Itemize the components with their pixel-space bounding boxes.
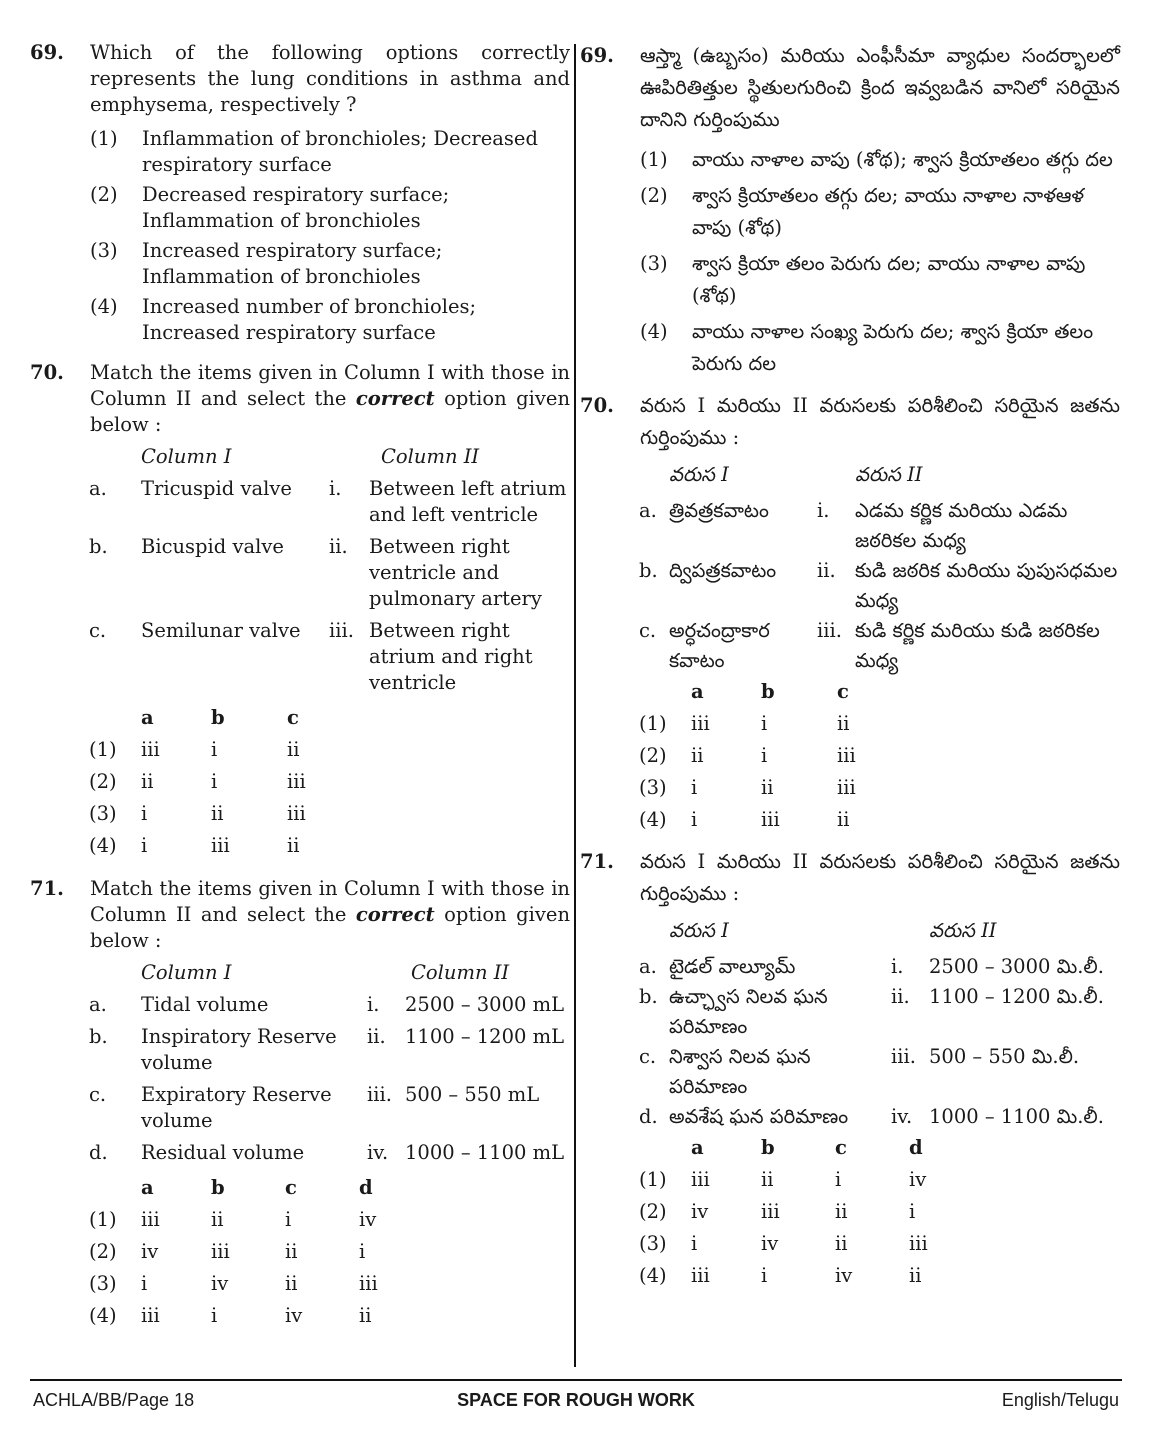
table-cell: c. bbox=[639, 619, 657, 642]
table-cell: (4) bbox=[89, 834, 117, 857]
table-cell: Residual volume bbox=[141, 1141, 305, 1164]
table-cell: b. bbox=[89, 1025, 108, 1048]
table-cell: ii bbox=[287, 738, 300, 761]
match-row bbox=[639, 556, 1119, 616]
table-cell: iv bbox=[909, 1168, 927, 1191]
table-cell: c. bbox=[89, 619, 107, 642]
column-i-header: వరుస I bbox=[669, 463, 729, 486]
table-cell: (2) bbox=[640, 184, 668, 207]
table-cell: ii bbox=[285, 1272, 298, 1295]
table-cell: iii bbox=[211, 834, 230, 857]
answer-table bbox=[639, 1132, 969, 1292]
table-header-cell: c bbox=[285, 1176, 297, 1199]
column-ii-header: Column II bbox=[411, 961, 510, 984]
table-header-cell: b bbox=[761, 1136, 775, 1159]
table-cell: i bbox=[691, 1232, 698, 1255]
table-cell: i bbox=[909, 1200, 916, 1223]
column-ii-header: వరుస II bbox=[855, 463, 923, 486]
table-cell: i bbox=[211, 738, 218, 761]
question-71-te bbox=[580, 846, 1120, 1292]
table-cell: i. bbox=[367, 993, 380, 1016]
answer-option-1 bbox=[89, 734, 357, 766]
table-cell: i bbox=[835, 1168, 842, 1191]
question-text bbox=[90, 876, 570, 954]
table-cell: iii bbox=[141, 1304, 160, 1327]
table-cell: Match the items given in Column I with those in Column II and select the bbox=[90, 361, 570, 410]
table-cell: iii. bbox=[329, 619, 354, 642]
table-cell: (2) bbox=[639, 744, 667, 767]
question-69-en bbox=[30, 40, 570, 346]
match-row bbox=[89, 992, 569, 1024]
option-text: వాయు నాళాల వాపు (శోథ); శ్వాస క్రియాతలం తగ్గు దల bbox=[692, 148, 1113, 171]
table-cell: iii bbox=[761, 1200, 780, 1223]
option-1 bbox=[640, 144, 1120, 176]
table-cell: (1) bbox=[639, 712, 667, 735]
table-cell: (1) bbox=[89, 738, 117, 761]
answer-option-2 bbox=[639, 740, 907, 772]
match-row bbox=[639, 616, 1119, 676]
table-cell: b. bbox=[639, 985, 658, 1008]
question-text bbox=[90, 360, 570, 438]
match-row bbox=[639, 1042, 1119, 1102]
table-header-cell: b bbox=[211, 1176, 225, 1199]
table-cell: i bbox=[761, 744, 768, 767]
table-cell: iii bbox=[211, 1240, 230, 1263]
table-cell: iii. bbox=[367, 1083, 392, 1106]
table-cell: 1000 – 1100 మి.లీ. bbox=[929, 1105, 1104, 1128]
answer-option-3 bbox=[639, 1228, 969, 1260]
option-text: Increased respiratory surface; Inflammation of bronchioles bbox=[142, 239, 443, 288]
table-cell: 1100 – 1200 mL bbox=[405, 1025, 565, 1048]
match-row bbox=[639, 496, 1119, 556]
table-cell: ii bbox=[909, 1264, 922, 1287]
table-cell: Match the items given in Column I with those in Column II and select the bbox=[90, 877, 570, 926]
table-cell: ఎడమ కర్ణిక మరియు ఎడమ జఠరికల మధ్య bbox=[855, 499, 1068, 552]
match-row bbox=[89, 1082, 569, 1140]
table-cell: (3) bbox=[639, 1232, 667, 1255]
table-cell: త్రివత్రకవాటం bbox=[669, 499, 769, 522]
question-number: 71. bbox=[580, 850, 614, 873]
option-text: Decreased respiratory surface; Inflammation of bronchioles bbox=[142, 183, 450, 232]
table-cell: iv bbox=[359, 1208, 377, 1231]
table-cell: ii. bbox=[329, 535, 348, 558]
table-cell: ii bbox=[359, 1304, 372, 1327]
table-cell: iv bbox=[141, 1240, 159, 1263]
answer-option-1 bbox=[639, 708, 907, 740]
table-cell: 1100 – 1200 మి.లీ. bbox=[929, 985, 1104, 1008]
table-cell: iii bbox=[761, 808, 780, 831]
table-cell: (3) bbox=[639, 776, 667, 799]
table-cell: Semilunar valve bbox=[141, 619, 301, 642]
table-cell: i bbox=[691, 808, 698, 831]
table-cell: iii bbox=[287, 770, 306, 793]
table-header-cell: c bbox=[287, 706, 299, 729]
option-4 bbox=[90, 294, 570, 346]
option-text: Inflammation of bronchioles; Decreased respiratory surface bbox=[142, 127, 538, 176]
table-cell: i. bbox=[817, 499, 830, 522]
match-row bbox=[89, 618, 569, 702]
answer-option-4 bbox=[639, 1260, 969, 1292]
table-cell: (3) bbox=[640, 252, 668, 275]
table-cell: (4) bbox=[639, 808, 667, 831]
table-header-cell: a bbox=[141, 1176, 154, 1199]
answer-option-3 bbox=[89, 798, 357, 830]
table-cell: i bbox=[285, 1208, 292, 1231]
table-cell: 500 – 550 మి.లీ. bbox=[929, 1045, 1080, 1068]
match-table bbox=[89, 444, 569, 702]
match-table bbox=[639, 916, 1119, 1132]
table-header-cell: d bbox=[359, 1176, 373, 1199]
table-cell: option given below : bbox=[90, 903, 570, 952]
question-text: వరుస I మరియు II వరుసలకు పరిశీలించి సరియైన జతను గుర్తింపుము : bbox=[640, 394, 1120, 449]
answer-option-3 bbox=[639, 772, 907, 804]
answer-option-2 bbox=[639, 1196, 969, 1228]
option-1 bbox=[90, 126, 570, 178]
question-number: 71. bbox=[30, 877, 64, 900]
option-number: (2) bbox=[90, 183, 118, 206]
table-cell: (4) bbox=[89, 1304, 117, 1327]
table-cell: iii bbox=[287, 802, 306, 825]
question-text: ఆస్త్మా (ఉబ్బసం) మరియు ఎంఫీసీమా వ్యాధుల సందర్భాలలో ఊపిరితిత్తుల స్థితులగురించి క్రింద ఇవ్వబడిన వానిలో సరియైన దానిని గుర్తింపుము bbox=[640, 44, 1120, 131]
answer-table bbox=[89, 702, 357, 862]
table-cell: i. bbox=[329, 477, 342, 500]
table-cell: iii bbox=[141, 1208, 160, 1231]
match-table bbox=[639, 460, 1119, 676]
answer-table bbox=[89, 1172, 419, 1332]
table-header-cell: b bbox=[761, 680, 775, 703]
table-cell: iii bbox=[691, 1168, 710, 1191]
column-ii-header: వరుస II bbox=[929, 919, 997, 942]
question-69-te bbox=[580, 40, 1120, 380]
table-cell: iv. bbox=[367, 1141, 389, 1164]
table-cell: i bbox=[211, 1304, 218, 1327]
table-cell: i bbox=[141, 834, 148, 857]
table-cell: c. bbox=[639, 1045, 657, 1068]
table-cell: d. bbox=[89, 1141, 108, 1164]
answer-option-4 bbox=[89, 830, 357, 862]
table-cell: టైడల్ వాల్యూమ్ bbox=[669, 955, 796, 978]
question-71-en bbox=[30, 876, 570, 1332]
table-cell: a. bbox=[89, 993, 107, 1016]
table-cell: iii bbox=[837, 776, 856, 799]
table-cell: 2500 – 3000 mL bbox=[405, 993, 565, 1016]
table-cell: Between right atrium and right ventricle bbox=[369, 619, 533, 694]
table-header-cell: a bbox=[141, 706, 154, 729]
column-divider bbox=[574, 44, 576, 1367]
table-header-cell: c bbox=[837, 680, 849, 703]
column-ii-header: Column II bbox=[381, 445, 480, 468]
table-cell: iii bbox=[691, 1264, 710, 1287]
option-2 bbox=[90, 182, 570, 234]
option-text: శ్వాస క్రియాతలం తగ్గు దల; వాయు నాళాల నాళఆళ వాపు (శోథ) bbox=[692, 184, 1085, 239]
match-table bbox=[89, 960, 569, 1172]
table-cell: (4) bbox=[639, 1264, 667, 1287]
option-number: (3) bbox=[90, 239, 118, 262]
english-column bbox=[30, 40, 570, 1344]
table-cell: ii bbox=[761, 776, 774, 799]
table-cell: Inspiratory Reserve volume bbox=[141, 1025, 337, 1074]
table-cell: Between right ventricle and pulmonary artery bbox=[369, 535, 542, 610]
table-cell: (2) bbox=[89, 770, 117, 793]
option-text: శ్వాస క్రియా తలం పెరుగు దల; వాయు నాళాల వాపు (శోథ) bbox=[692, 252, 1086, 307]
table-header-cell: c bbox=[835, 1136, 847, 1159]
footer-language: English/Telugu bbox=[1001, 1390, 1119, 1410]
table-cell: ii bbox=[837, 808, 850, 831]
answer-option-2 bbox=[89, 766, 357, 798]
answer-option-3 bbox=[89, 1268, 419, 1300]
table-header-cell: a bbox=[691, 1136, 704, 1159]
table-cell: ii bbox=[141, 770, 154, 793]
table-cell: అర్ధచంద్రాకార కవాటం bbox=[669, 619, 770, 672]
question-70-en bbox=[30, 360, 570, 862]
table-cell: iv bbox=[211, 1272, 229, 1295]
question-number: 69. bbox=[580, 44, 614, 67]
option-number: (4) bbox=[90, 295, 118, 318]
table-cell: iii bbox=[837, 744, 856, 767]
option-2 bbox=[640, 180, 1120, 244]
table-cell: ii bbox=[211, 1208, 224, 1231]
table-cell: కుడి కర్ణిక మరియు కుడి జఠరికల మధ్య bbox=[855, 619, 1100, 672]
answer-option-2 bbox=[89, 1236, 419, 1268]
table-cell: i bbox=[691, 776, 698, 799]
table-cell: correct bbox=[355, 387, 435, 410]
question-text: Which of the following options correctly represents the lung conditions in asthma and emphysema, respectively ? bbox=[90, 41, 570, 116]
option-number: (1) bbox=[90, 127, 118, 150]
option-4 bbox=[640, 316, 1120, 380]
table-cell: iv bbox=[835, 1264, 853, 1287]
answer-option-4 bbox=[89, 1300, 419, 1332]
table-cell: iii bbox=[691, 712, 710, 735]
table-cell: ii. bbox=[367, 1025, 386, 1048]
match-row bbox=[639, 1102, 1119, 1132]
table-cell: a. bbox=[639, 955, 657, 978]
table-cell: (3) bbox=[89, 802, 117, 825]
match-row bbox=[89, 476, 569, 534]
table-cell: ii bbox=[761, 1168, 774, 1191]
table-cell: ii bbox=[287, 834, 300, 857]
table-cell: Tricuspid valve bbox=[141, 477, 292, 500]
table-cell: d. bbox=[639, 1105, 658, 1128]
table-cell: ii bbox=[835, 1232, 848, 1255]
option-text: Increased number of bronchioles; Increased respiratory surface bbox=[142, 295, 477, 344]
table-cell: i bbox=[761, 1264, 768, 1287]
table-cell: 2500 – 3000 మి.లీ. bbox=[929, 955, 1104, 978]
match-row bbox=[639, 982, 1119, 1042]
table-cell: ఉచ్ఛ్వాస నిలవ ఘన పరిమాణం bbox=[669, 985, 828, 1038]
table-cell: కుడి జఠరిక మరియు పుపుసధమల మధ్య bbox=[855, 559, 1118, 612]
table-cell: i bbox=[141, 1272, 148, 1295]
question-text: వరుస I మరియు II వరుసలకు పరిశీలించి సరియైన జతను గుర్తింపుము : bbox=[640, 850, 1120, 905]
table-cell: ii. bbox=[891, 985, 910, 1008]
table-cell: i bbox=[761, 712, 768, 735]
match-row bbox=[89, 1024, 569, 1082]
question-number: 70. bbox=[30, 361, 64, 384]
table-cell: (3) bbox=[89, 1272, 117, 1295]
table-cell: b. bbox=[89, 535, 108, 558]
match-row bbox=[89, 534, 569, 618]
table-cell: iii bbox=[141, 738, 160, 761]
table-cell: (1) bbox=[89, 1208, 117, 1231]
table-cell: (1) bbox=[639, 1168, 667, 1191]
table-cell: correct bbox=[355, 903, 435, 926]
question-number: 70. bbox=[580, 394, 614, 417]
match-row bbox=[89, 1140, 569, 1172]
table-cell: ii. bbox=[817, 559, 836, 582]
table-cell: a. bbox=[639, 499, 657, 522]
table-cell: iv. bbox=[891, 1105, 913, 1128]
option-3 bbox=[640, 248, 1120, 312]
table-cell: iii. bbox=[817, 619, 842, 642]
table-cell: 500 – 550 mL bbox=[405, 1083, 540, 1106]
footer-page-id: ACHLA/BB/Page 18 bbox=[33, 1390, 195, 1410]
match-row bbox=[639, 952, 1119, 982]
column-i-header: Column I bbox=[141, 961, 232, 984]
option-text: వాయు నాళాల సంఖ్య పెరుగు దల; శ్వాస క్రియా తలం పెరుగు దల bbox=[692, 320, 1094, 375]
table-cell: (2) bbox=[89, 1240, 117, 1263]
table-cell: 1000 – 1100 mL bbox=[405, 1141, 565, 1164]
table-cell: iii. bbox=[891, 1045, 916, 1068]
table-cell: b. bbox=[639, 559, 658, 582]
table-cell: ii bbox=[285, 1240, 298, 1263]
table-cell: (2) bbox=[639, 1200, 667, 1223]
table-header-cell: b bbox=[211, 706, 225, 729]
question-number: 69. bbox=[30, 41, 64, 64]
table-cell: c. bbox=[89, 1083, 107, 1106]
table-cell: option given below : bbox=[90, 387, 570, 436]
table-cell: ii bbox=[211, 802, 224, 825]
table-cell: Expiratory Reserve volume bbox=[141, 1083, 332, 1132]
table-cell: Tidal volume bbox=[141, 993, 269, 1016]
telugu-column bbox=[580, 40, 1120, 1304]
table-cell: a. bbox=[89, 477, 107, 500]
table-cell: iv bbox=[285, 1304, 303, 1327]
answer-option-1 bbox=[639, 1164, 969, 1196]
question-70-te bbox=[580, 390, 1120, 836]
answer-option-1 bbox=[89, 1204, 419, 1236]
table-cell: iii bbox=[909, 1232, 928, 1255]
table-cell: i bbox=[211, 770, 218, 793]
footer-divider bbox=[30, 1379, 1122, 1381]
table-cell: iv bbox=[691, 1200, 709, 1223]
table-cell: iii bbox=[359, 1272, 378, 1295]
table-cell: (1) bbox=[640, 148, 668, 171]
table-cell: ద్విపత్రకవాటం bbox=[669, 559, 777, 582]
table-cell: i. bbox=[891, 955, 904, 978]
table-cell: i bbox=[359, 1240, 366, 1263]
table-cell: ii bbox=[691, 744, 704, 767]
column-i-header: వరుస I bbox=[669, 919, 729, 942]
table-cell: i bbox=[141, 802, 148, 825]
table-cell: నిశ్వాస నిలవ ఘన పరిమాణం bbox=[669, 1045, 811, 1098]
table-header-cell: d bbox=[909, 1136, 923, 1159]
table-header-cell: a bbox=[691, 680, 704, 703]
column-i-header: Column I bbox=[141, 445, 232, 468]
option-3 bbox=[90, 238, 570, 290]
table-cell: అవశేష ఘన పరిమాణం bbox=[669, 1105, 849, 1128]
table-cell: (4) bbox=[640, 320, 668, 343]
answer-option-4 bbox=[639, 804, 907, 836]
footer-rough-work-label: SPACE FOR ROUGH WORK bbox=[457, 1390, 695, 1410]
table-cell: Bicuspid valve bbox=[141, 535, 284, 558]
answer-table bbox=[639, 676, 907, 836]
table-cell: ii bbox=[837, 712, 850, 735]
table-cell: ii bbox=[835, 1200, 848, 1223]
table-cell: Between left atrium and left ventricle bbox=[369, 477, 567, 526]
table-cell: iv bbox=[761, 1232, 779, 1255]
